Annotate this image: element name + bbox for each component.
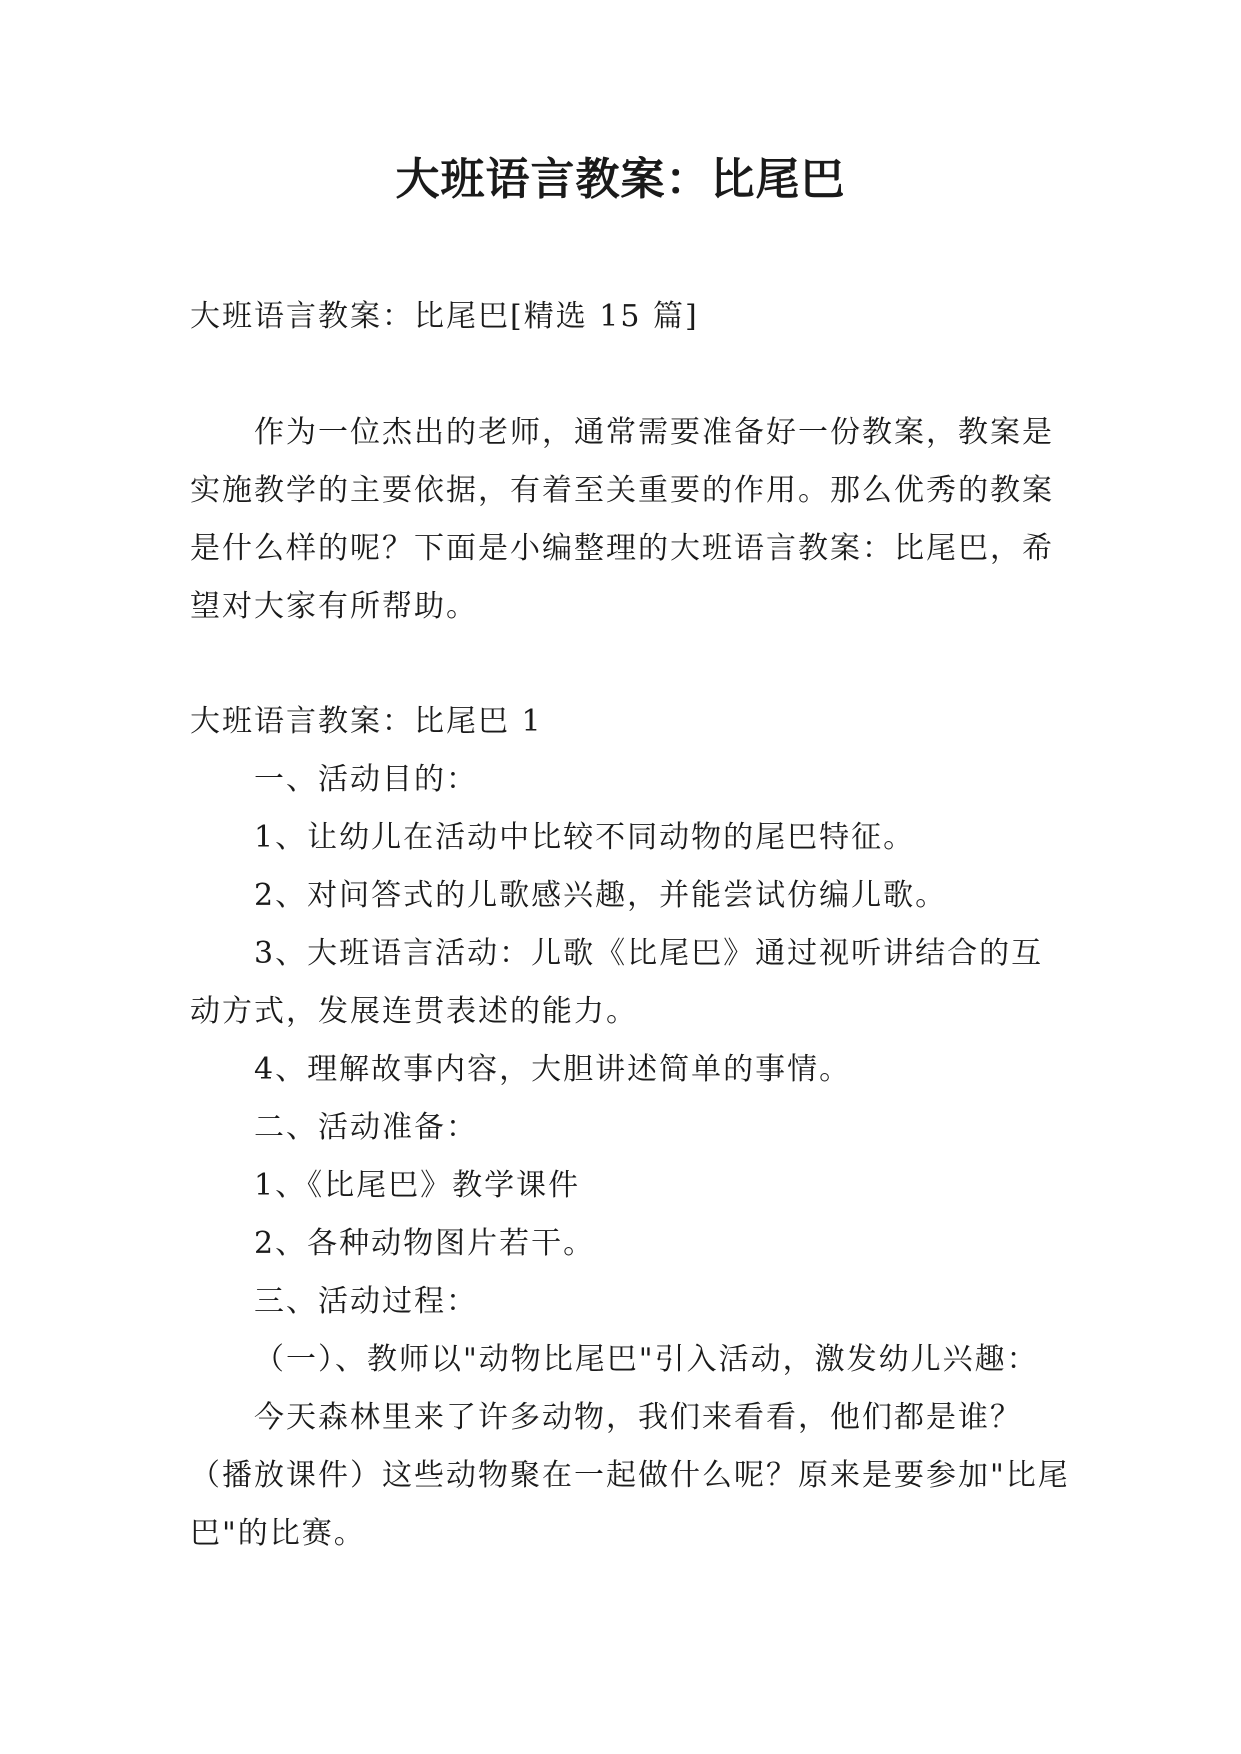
section-heading: 大班语言教案：比尾巴 1: [190, 704, 543, 739]
section-line: 3、大班语言活动：儿歌《比尾巴》通过视听讲结合的互动方式，发展连贯表述的能力。: [190, 936, 1044, 1029]
intro-paragraph: 作为一位杰出的老师，通常需要准备好一份教案，教案是实施教学的主要依据，有着至关重要的作用。那么优秀的教案是什么样的呢？下面是小编整理的大班语言教案：比尾巴，希望对大家有所帮助。: [190, 415, 1054, 624]
section-line: 1、《比尾巴》教学课件: [254, 1168, 581, 1203]
document-title: 大班语言教案：比尾巴: [395, 154, 846, 205]
section-line: （一）、教师以"动物比尾巴"引入活动，激发幼儿兴趣：: [254, 1342, 1039, 1377]
section-line: 4、理解故事内容，大胆讲述简单的事情。: [254, 1052, 852, 1087]
section-line: 2、对问答式的儿歌感兴趣，并能尝试仿编儿歌。: [254, 878, 948, 913]
section-line: 2、各种动物图片若干。: [254, 1226, 596, 1261]
section-line: 一、活动目的：: [254, 762, 478, 797]
section-line: 二、活动准备：: [254, 1110, 478, 1145]
section-line: 今天森林里来了许多动物，我们来看看，他们都是谁？（播放课件）这些动物聚在一起做什么呢？原来是要参加"比尾巴"的比赛。: [190, 1400, 1070, 1551]
document-subtitle: 大班语言教案：比尾巴[精选 15 篇]: [190, 299, 699, 334]
section-line: 三、活动过程：: [254, 1284, 478, 1319]
lesson-section-1: [190, 693, 1070, 1563]
section-line: 1、让幼儿在活动中比较不同动物的尾巴特征。: [254, 820, 916, 855]
